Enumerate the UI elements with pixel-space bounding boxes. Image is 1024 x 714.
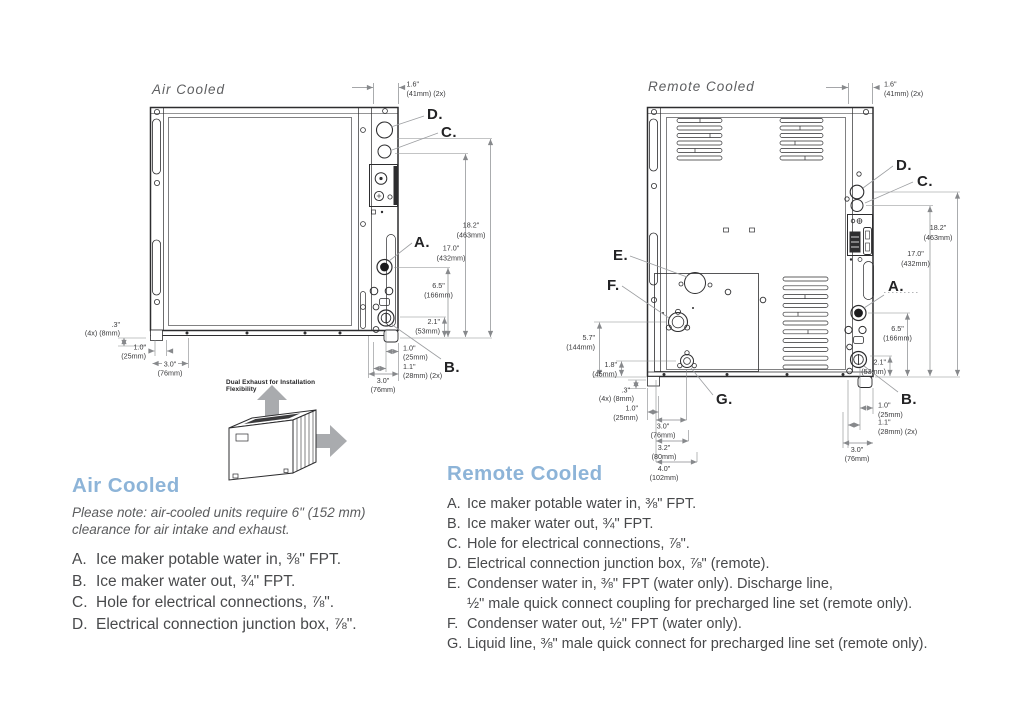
legend-item-text: Hole for electrical connections, ⅞".	[467, 536, 690, 552]
air-dim-1-6-in: 1.6"	[406, 79, 420, 89]
remote-dim-4-0-mm: (102mm)	[649, 473, 679, 482]
remote-dim-1-6-mm: (41mm) (2x)	[884, 89, 924, 98]
air-dim-1-6-mm: (41mm) (2x)	[406, 89, 446, 98]
legend-item-text: Electrical connection junction box, ⅞".	[96, 615, 357, 633]
remote-dim-3-0-in: 3.0"	[656, 421, 670, 431]
legend-item-letter: F.	[447, 616, 459, 632]
air-legend-items	[72, 549, 432, 635]
air-dim-17-0-in: 17.0"	[442, 243, 460, 253]
remote-cooled-unit-drawing	[648, 108, 874, 388]
remote-legend-heading: Remote Cooled	[447, 462, 603, 485]
air-dim-18-2-in: 18.2"	[462, 220, 480, 230]
legend-item-letter: B.	[72, 572, 87, 590]
remote-dim-18-2-in: 18.2"	[929, 223, 947, 232]
box-right-face	[293, 410, 316, 473]
remote-dim-17-0-mm: (432mm)	[901, 259, 930, 268]
legend-item	[72, 614, 432, 636]
air-dim-point3-in: .3"	[111, 320, 120, 329]
remote-callout-a: A.	[888, 278, 904, 295]
remote-dim-1-6-in: 1.6"	[884, 79, 897, 89]
legend-item	[447, 614, 987, 634]
air-legend-note-line1: Please note: air-cooled units require 6" (152 mm)	[72, 505, 366, 520]
remote-dim-3-0-mm: (76mm)	[650, 430, 676, 440]
remote-dim-point3-mm: (4x) (8mm)	[598, 394, 634, 403]
remote-dim-18-2-mm: (463mm)	[923, 233, 953, 242]
air-dim-point3-mm: (4x) (8mm)	[84, 328, 120, 338]
legend-item-text: Electrical connection junction box, ⅞" (remote).	[467, 556, 770, 572]
legend-item	[447, 514, 987, 534]
remote-callout-d: D.	[896, 157, 912, 174]
legend-item	[447, 634, 987, 654]
legend-item-text: Ice maker potable water in, ⅜" FPT.	[467, 496, 697, 512]
remote-dim-2-1-in: 2.1"	[873, 357, 886, 367]
legend-item	[447, 534, 987, 554]
remote-callout-b: B.	[901, 391, 917, 408]
legend-item-text: Condenser water in, ⅜" FPT (water only). Discharge line,	[467, 576, 833, 592]
legend-item-letter: B.	[447, 516, 461, 532]
legend-item-letter: D.	[72, 615, 88, 633]
remote-dim-6-5-in: 6.5"	[891, 324, 904, 333]
air-dim-17-0-mm: (432mm)	[436, 253, 466, 263]
air-dim-6-5-in: 6.5"	[432, 281, 445, 290]
air-cooled-callouts	[389, 106, 460, 376]
air-dim-right-3-0-mm: (76mm)	[370, 385, 396, 394]
legend-item	[447, 494, 987, 514]
air-dim-2-1-mm: (53mm)	[415, 326, 440, 336]
legend-item	[72, 571, 432, 593]
remote-dim-4-0-in: 4.0"	[657, 464, 671, 473]
air-dim-6-5-mm: (166mm)	[424, 290, 453, 300]
remote-dim-right-1-1-mm: (28mm) (2x)	[878, 427, 918, 436]
legend-item-text: Ice maker water out, ¾" FPT.	[467, 516, 654, 532]
remote-dim-point3-in: .3"	[621, 385, 630, 395]
air-callout-b: B.	[444, 359, 460, 376]
remote-dim-1-8-in: 1.8"	[604, 360, 617, 369]
air-dim-left-1-0-in: 1.0"	[133, 342, 146, 352]
air-dim-2-1-in: 2.1"	[427, 317, 440, 326]
legend-item-letter: A.	[72, 551, 87, 568]
remote-dim-right-3-0-in: 3.0"	[850, 445, 864, 454]
air-dim-right-1-1-in: 1.1"	[403, 362, 416, 371]
legend-item	[447, 574, 987, 614]
legend-item-letter: C.	[72, 594, 88, 611]
legend-item	[72, 592, 432, 614]
remote-dim-right-1-1-in: 1.1"	[878, 417, 891, 427]
legend-item-letter: A.	[447, 496, 461, 512]
air-cooled-unit-drawing	[150, 108, 398, 343]
flange-foot	[648, 377, 660, 387]
remote-dim-1-8-mm: (45mm)	[592, 369, 617, 379]
remote-cooled-legend	[447, 462, 987, 654]
box-front-face	[229, 420, 293, 480]
remote-dim-left-1-0-mm: (25mm)	[613, 413, 638, 422]
legend-item	[72, 549, 432, 571]
remote-callout-g: G.	[716, 391, 733, 408]
air-dim-right-1-0-mm: (25mm)	[403, 352, 428, 362]
legend-item-letter: G.	[447, 636, 463, 652]
air-callout-c: C.	[441, 124, 457, 141]
legend-item-text-continued: ½" male quick connect coupling for precharged line set (remote only).	[467, 596, 913, 612]
air-callout-d: D.	[427, 106, 443, 123]
remote-dim-17-0-in: 17.0"	[907, 249, 924, 258]
remote-dim-2-1-mm: (53mm)	[861, 367, 886, 376]
air-legend-note-line2: clearance for air intake and exhaust.	[72, 522, 290, 537]
remote-dim-5-7-mm: (144mm)	[566, 342, 595, 352]
air-dim-left-1-0-mm: (25mm)	[121, 351, 146, 361]
remote-dim-3-2-mm: (80mm)	[651, 452, 677, 461]
air-diagram-title: Air Cooled	[152, 82, 226, 97]
remote-dim-6-5-mm: (166mm)	[883, 333, 912, 343]
remote-dim-right-1-0-mm: (25mm)	[878, 410, 903, 419]
air-legend-note	[72, 504, 432, 538]
legend-item-letter: D.	[447, 556, 462, 572]
legend-item-text: Ice maker potable water in, ⅜" FPT.	[96, 551, 341, 568]
remote-dim-3-2-in: 3.2"	[657, 443, 671, 452]
dual-exhaust-illustration	[229, 385, 347, 480]
legend-item-text: Liquid line, ⅜" male quick connect for precharged line set (remote only).	[467, 636, 928, 652]
legend-item-text: Condenser water out, ½" FPT (water only).	[467, 616, 742, 632]
legend-item-letter: C.	[447, 536, 462, 552]
flange-foot	[151, 330, 163, 341]
legend-item-text: Ice maker water out, ¾" FPT.	[96, 572, 296, 590]
legend-item-letter: E.	[447, 576, 461, 592]
remote-dim-right-1-0-in: 1.0"	[878, 400, 891, 410]
air-dim-left-3-0-in: 3.0"	[163, 359, 177, 369]
remote-legend-items	[447, 494, 987, 654]
remote-callout-c: C.	[917, 173, 933, 190]
remote-diagram-title: Remote Cooled	[648, 79, 755, 94]
air-callout-a: A.	[414, 234, 430, 251]
air-dim-right-1-0-in: 1.0"	[403, 343, 416, 353]
air-dim-18-2-mm: (463mm)	[456, 230, 486, 240]
remote-callout-e: E.	[613, 247, 629, 264]
air-dim-right-1-1-mm: (28mm) (2x)	[403, 371, 443, 380]
dual-exhaust-caption: Dual Exhaust for Installation Flexibility	[226, 379, 316, 393]
air-legend-heading: Air Cooled	[72, 474, 180, 497]
remote-callout-f: F.	[607, 277, 620, 294]
remote-dim-left-1-0-in: 1.0"	[625, 403, 638, 413]
air-cooled-legend	[72, 474, 432, 635]
remote-dim-right-3-0-mm: (76mm)	[844, 454, 870, 463]
remote-dim-5-7-in: 5.7"	[582, 333, 595, 342]
air-dim-left-3-0-mm: (76mm)	[157, 368, 183, 378]
air-dim-right-3-0-in: 3.0"	[376, 376, 390, 385]
legend-item	[447, 554, 987, 574]
legend-item-text: Hole for electrical connections, ⅞".	[96, 594, 335, 611]
